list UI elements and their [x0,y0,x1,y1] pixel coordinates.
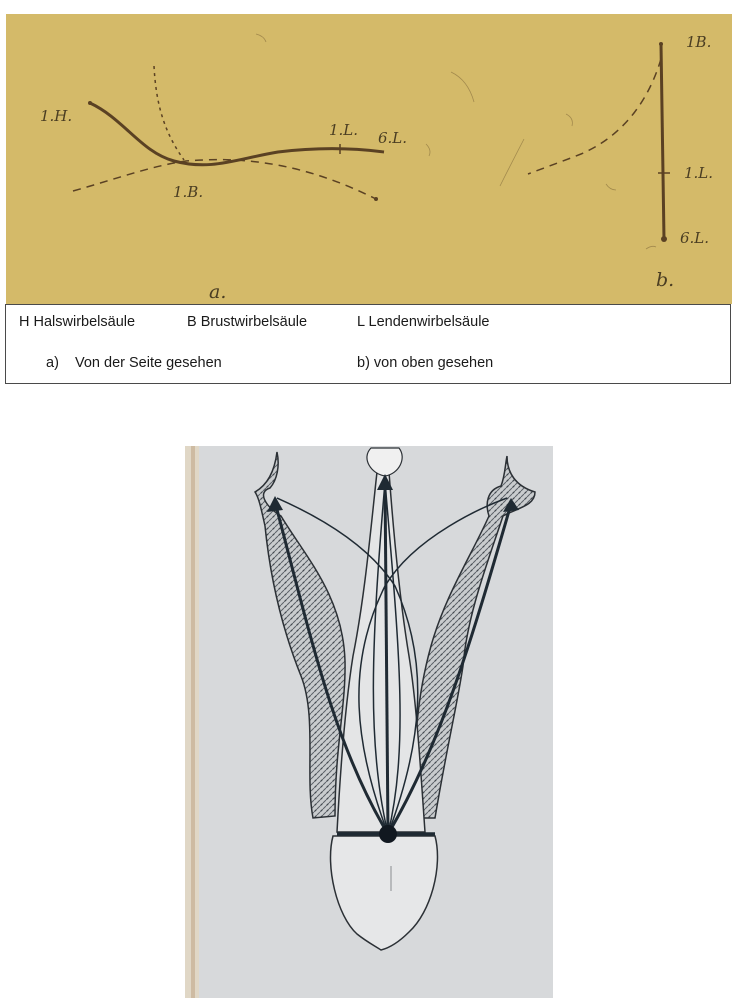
label-1b-right: 1B. [686,33,712,51]
legend-b: B Brustwirbelsäule [187,314,308,330]
spine-curvature-sketch [6,14,732,304]
label-1l: 1.L. [329,121,359,139]
dashed-end-point [374,197,378,201]
label-1l-right: 1.L. [684,164,714,182]
label-6l-right: 6.L. [680,229,710,247]
legend-box [5,304,731,384]
l6-end-point [661,236,667,242]
b1-end-point [659,42,663,46]
label-1b: 1.B. [173,183,204,201]
legend-h: H Halswirbelsäule [19,314,136,330]
h1-end-point [88,101,92,105]
legend-a-marker: a) [46,355,59,371]
pivot-point [379,825,397,843]
label-b: b. [656,269,675,291]
label-6l: 6.L. [378,129,408,147]
photo-frame-line [191,446,195,998]
legend-l: L Lendenwirbelsäule [357,314,490,330]
paper-tint [6,14,732,304]
anatomy-drawing [185,446,553,998]
horse-anatomy-photo [185,446,553,998]
sketch-drawing [6,14,732,304]
legend-a-text: Von der Seite gesehen [75,355,222,371]
label-a: a. [209,281,227,303]
label-1h: 1.H. [40,107,73,125]
legend-b-text: b) von oben gesehen [357,355,494,371]
